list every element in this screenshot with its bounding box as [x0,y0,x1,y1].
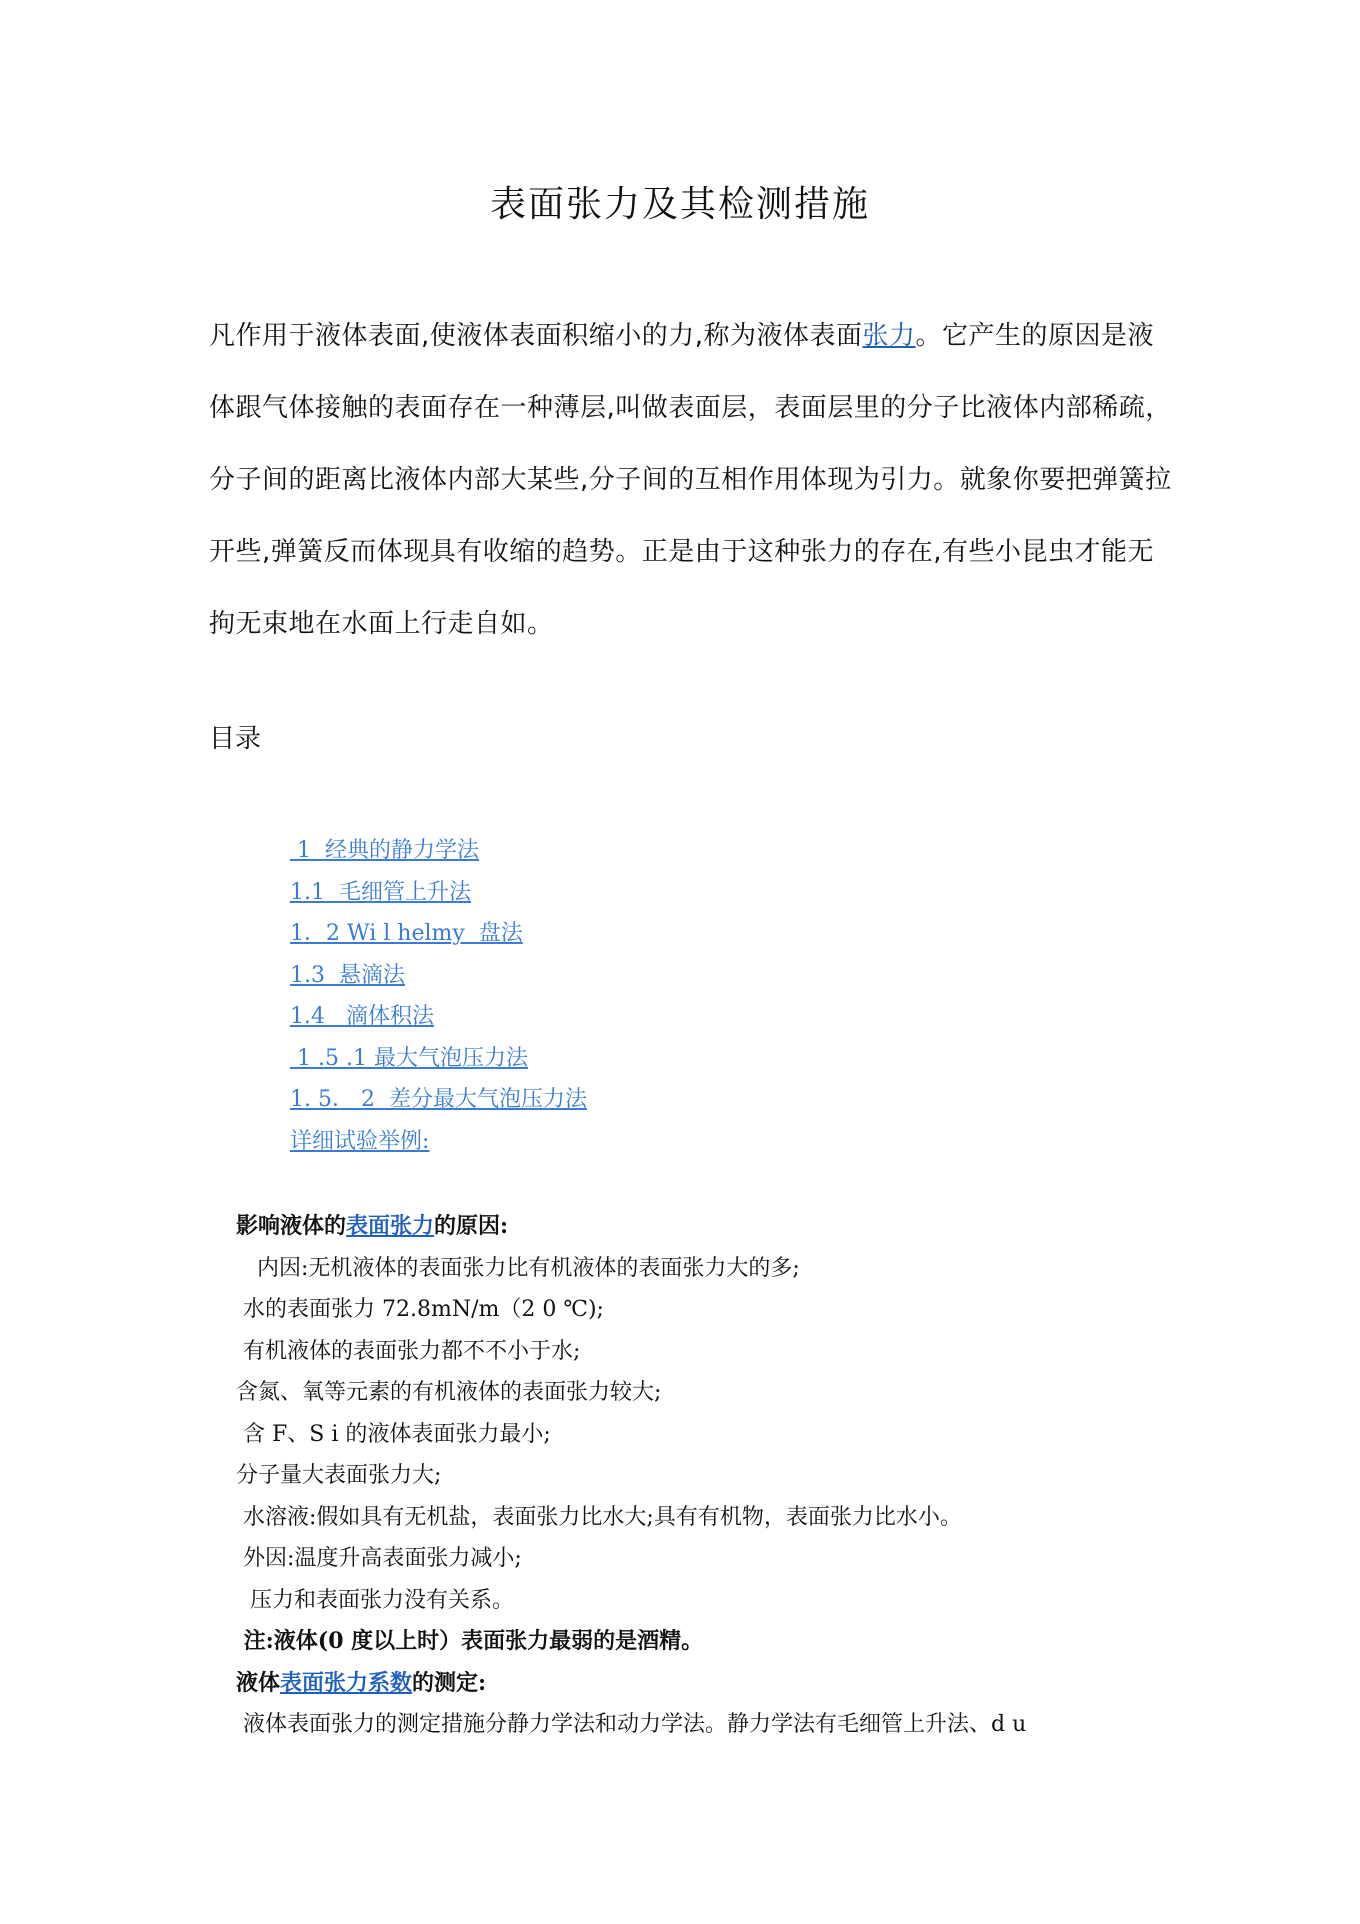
body-line: 水的表面张力 72.8mN/m（2 0 ℃); [236,1297,604,1322]
intro-text-start: 凡作用于液体表面,使液体表面积缩小的力,称为液体表面 [209,321,863,351]
section-heading-factors [236,1206,1176,1248]
toc-link-static-methods[interactable]: 1 经典的静力学法 [290,838,479,863]
body-line: 含氮、氧等元素的有机液体的表面张力较大; [236,1380,662,1405]
body-line: 液体表面张力的测定措施分静力学法和动力学法。静力学法有毛细管上升法、d u [236,1712,1027,1737]
body-line: 压力和表面张力没有关系。 [236,1587,514,1613]
body-line: 含 F、S i 的液体表面张力最小; [236,1421,551,1447]
toc-link-drop-volume[interactable]: 1.4 滴体积法 [290,1004,434,1029]
body-line: 内因:无机液体的表面张力比有机液体的表面张力大的多; [236,1255,800,1281]
toc-heading: 目录 [209,724,262,754]
note-line: 注:液体(0 度以上时）表面张力最弱的是酒精。 [236,1628,704,1654]
body-line: 分子量大表面张力大; [236,1463,442,1488]
tension-link[interactable]: 张力 [862,321,916,351]
body-section [236,1206,1176,1746]
document-title: 表面张力及其检测措施 [489,184,870,225]
section-heading-suffix: 的原因: [434,1213,509,1239]
surface-tension-link[interactable]: 表面张力 [346,1213,435,1239]
toc-link-wilhelmy-plate[interactable]: 1．2 Wi l helmy 盘法 [290,921,523,946]
intro-paragraph [209,300,1174,660]
toc-link-experiment-examples[interactable]: 详细试验举例: [290,1128,430,1154]
toc-link-capillary-rise[interactable]: 1.1 毛细管上升法 [290,879,471,905]
toc-link-differential-bubble-pressure[interactable]: 1. 5． 2 差分最大气泡压力法 [290,1087,587,1112]
body-line: 水溶液:假如具有无机盐，表面张力比水大;具有有机物，表面张力比水小。 [236,1504,962,1530]
intro-text-end: 。它产生的原因是液体跟气体接触的表面存在一种薄层,叫做表面层，表面层里的分子比液体内部稀疏，分子间的距离比液体内部大某些,分子间的互相作用体现为引力。就象你要把弹簧拉开些,弹簧反而体现具有收缩的趋势。正是由于这种张力的存在,有些小昆虫才能无拘无束地在水面上行走自如。 [209,321,1172,639]
section-heading-measurement [236,1663,1176,1705]
body-line: 有机液体的表面张力都不不小于水; [236,1338,581,1364]
toc-link-pendant-drop[interactable]: 1.3 悬滴法 [290,962,405,988]
table-of-contents [290,830,587,1162]
section-heading-prefix: 影响液体的 [236,1213,347,1239]
body-line: 外因:温度升高表面张力减小; [236,1546,522,1571]
section-heading-suffix: 的测定: [412,1669,487,1696]
tension-coefficient-link[interactable]: 表面张力系数 [280,1669,413,1696]
section-heading-prefix: 液体 [236,1669,281,1696]
toc-link-max-bubble-pressure[interactable]: 1 .5 .1 最大气泡压力法 [290,1045,528,1071]
